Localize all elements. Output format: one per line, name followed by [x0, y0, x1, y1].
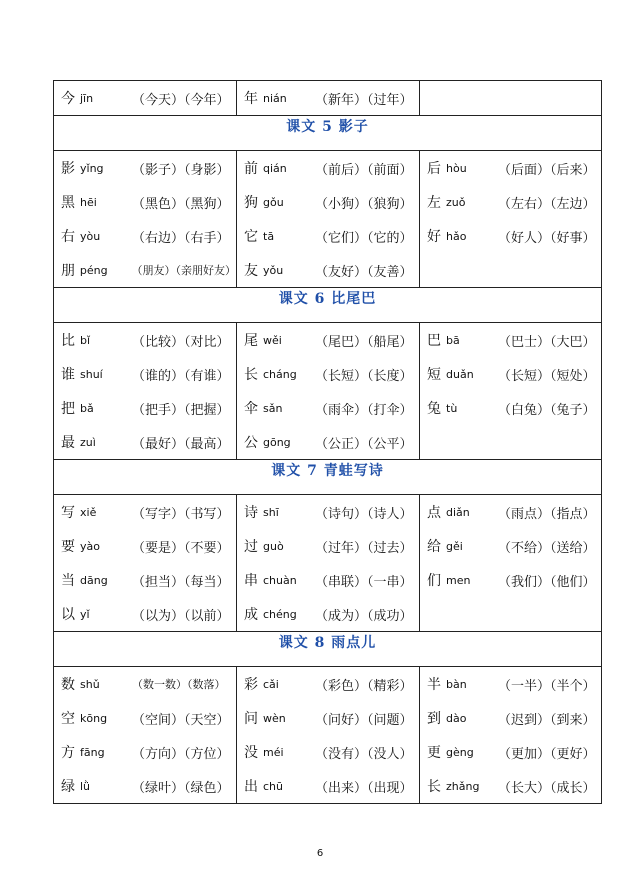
character: 出 [244, 779, 258, 795]
character-entry [54, 597, 236, 631]
character-entry [54, 495, 236, 529]
character: 右 [61, 229, 75, 245]
character-entry [420, 357, 601, 391]
word-examples: （公正）（公平） [315, 436, 413, 452]
word-examples: （不给）（送给） [498, 540, 596, 556]
pinyin: zuǒ [446, 195, 466, 209]
pinyin: bǎ [80, 401, 94, 415]
character: 它 [244, 229, 258, 245]
character: 短 [427, 367, 441, 383]
character: 比 [61, 333, 75, 349]
word-examples: （出来）（出现） [315, 780, 413, 796]
character-column [54, 81, 237, 116]
character-column [54, 495, 237, 632]
character: 好 [427, 229, 441, 245]
word-examples: （一半）（半个） [498, 678, 596, 694]
word-examples: （长短）（短处） [498, 368, 596, 384]
character: 给 [427, 539, 441, 555]
word-examples: （雨伞）（打伞） [315, 402, 413, 418]
character-entry [420, 563, 601, 597]
pinyin: zuì [80, 435, 96, 449]
character: 点 [427, 505, 441, 521]
character-entry [237, 597, 419, 631]
pinyin: shuí [80, 367, 103, 381]
word-examples: （白兔）（兔子） [498, 402, 596, 418]
word-examples: （要是）（不要） [132, 540, 230, 556]
lesson-title-cell [54, 632, 602, 667]
character-entry [54, 563, 236, 597]
character: 绿 [61, 779, 75, 795]
word-examples: （空间）（天空） [132, 712, 230, 728]
character-entry [54, 667, 236, 701]
character-entry [237, 495, 419, 529]
word-examples: （影子）（身影） [132, 162, 230, 178]
character: 过 [244, 539, 258, 555]
lesson-title-cell [54, 288, 602, 323]
word-examples: （好人）（好事） [498, 230, 596, 246]
character-entry [237, 667, 419, 701]
word-examples: （迟到）（到来） [498, 712, 596, 728]
page-number: 6 [316, 848, 324, 859]
character-entry [54, 253, 236, 287]
character: 写 [61, 505, 75, 521]
pinyin: shī [263, 505, 279, 519]
pinyin: kōng [80, 711, 108, 725]
pinyin: xiě [80, 505, 97, 519]
character-entry [237, 253, 419, 287]
character-row [54, 151, 602, 288]
character: 诗 [244, 505, 258, 521]
character-column [237, 495, 420, 632]
pinyin: guò [263, 539, 284, 553]
pinyin: nián [263, 91, 287, 105]
pinyin: méi [263, 745, 284, 759]
pinyin: gǒu [263, 195, 284, 209]
character-column [54, 323, 237, 460]
word-examples: （绿叶）（绿色） [132, 780, 230, 796]
character: 到 [427, 711, 441, 727]
character: 影 [61, 161, 75, 177]
word-examples: （问好）（问题） [315, 712, 413, 728]
character-entry [420, 219, 601, 253]
word-examples: （它们）（它的） [315, 230, 413, 246]
character-column [237, 81, 420, 116]
character: 前 [244, 161, 258, 177]
pinyin: gèng [446, 745, 474, 759]
character: 空 [61, 711, 75, 727]
character: 最 [61, 435, 75, 451]
lesson-title: 课文 5 影子 [286, 119, 369, 135]
word-examples: （雨点）（指点） [498, 506, 596, 522]
character: 没 [244, 745, 258, 761]
character-entry [420, 391, 601, 425]
character-entry [54, 701, 236, 735]
lesson-title-row [54, 460, 602, 495]
character-entry [237, 185, 419, 219]
character-column [420, 323, 602, 460]
lesson-title: 课文 6 比尾巴 [278, 291, 377, 307]
word-examples: （我们）（他们） [498, 574, 596, 590]
pinyin: hòu [446, 161, 467, 175]
character-entry [237, 563, 419, 597]
pinyin: bǐ [80, 333, 91, 347]
character-column [420, 667, 602, 804]
character-entry [420, 735, 601, 769]
character: 兔 [427, 401, 441, 417]
character: 们 [427, 573, 441, 589]
character-row [54, 81, 602, 116]
character: 狗 [244, 195, 258, 211]
pinyin: duǎn [446, 367, 474, 381]
character-entry [54, 769, 236, 803]
character: 后 [427, 161, 441, 177]
character: 方 [61, 745, 75, 761]
character: 半 [427, 677, 441, 693]
lesson-title-row [54, 632, 602, 667]
word-examples: （黑色）（黑狗） [132, 196, 230, 212]
character-entry [237, 151, 419, 185]
word-examples: （今天）（今年） [132, 92, 230, 108]
character: 巴 [427, 333, 441, 349]
character-entry [420, 769, 601, 803]
pinyin: wěi [263, 333, 282, 347]
word-examples: （担当）（每当） [132, 574, 230, 590]
character-entry [54, 185, 236, 219]
word-examples: （过年）（过去） [315, 540, 413, 556]
character-entry [420, 667, 601, 701]
character-entry [54, 735, 236, 769]
character-column [54, 667, 237, 804]
character-entry [54, 81, 236, 115]
character: 串 [244, 573, 258, 589]
word-examples: （友好）（友善） [315, 264, 413, 280]
word-examples: （后面）（后来） [498, 162, 596, 178]
character-entry [54, 529, 236, 563]
character: 左 [427, 195, 441, 211]
character: 成 [244, 607, 258, 623]
pinyin: bā [446, 333, 460, 347]
pinyin: tā [263, 229, 275, 243]
character: 友 [244, 263, 258, 279]
character: 以 [61, 607, 75, 623]
word-examples: （以为）（以前） [132, 608, 230, 624]
character-entry [237, 701, 419, 735]
character-column [420, 81, 602, 116]
pinyin: jīn [80, 91, 94, 105]
character-entry [54, 425, 236, 459]
character-entry [54, 323, 236, 357]
character-row [54, 495, 602, 632]
character: 朋 [61, 263, 75, 279]
pinyin: wèn [263, 711, 286, 725]
character-column [420, 151, 602, 288]
word-examples: （右边）（右手） [132, 230, 230, 246]
character-column [237, 151, 420, 288]
lesson-title: 课文 7 青蛙写诗 [271, 463, 384, 479]
character: 当 [61, 573, 75, 589]
character-entry [420, 495, 601, 529]
character-entry [420, 529, 601, 563]
lesson-title-cell [54, 116, 602, 151]
character: 把 [61, 401, 75, 417]
character-entry [237, 391, 419, 425]
word-examples: （长短）（长度） [315, 368, 413, 384]
word-examples: （写字）（书写） [132, 506, 230, 522]
character-entry [54, 151, 236, 185]
pinyin: chéng [263, 607, 297, 621]
word-examples: （尾巴）（船尾） [315, 334, 413, 350]
pinyin: hǎo [446, 229, 467, 243]
pinyin: péng [79, 263, 108, 277]
word-examples: （更加）（更好） [498, 746, 596, 762]
pinyin: shǔ [80, 677, 100, 691]
pinyin: sǎn [263, 401, 283, 415]
character-entry [420, 701, 601, 735]
character-column [420, 495, 602, 632]
word-examples: （小狗）（狼狗） [315, 196, 413, 212]
character-entry [237, 323, 419, 357]
character: 尾 [244, 333, 258, 349]
word-examples: （左右）（左边） [498, 196, 596, 212]
character-entry [420, 323, 601, 357]
word-examples: （最好）（最高） [132, 436, 230, 452]
pinyin: tù [446, 401, 458, 415]
character-row [54, 323, 602, 460]
pinyin: hēi [80, 195, 97, 209]
pinyin: gěi [446, 539, 463, 553]
word-examples: （方向）（方位） [132, 746, 230, 762]
word-examples: （巴士）（大巴） [498, 334, 596, 350]
character: 彩 [244, 677, 258, 693]
character: 数 [61, 677, 75, 693]
character-entry [237, 425, 419, 459]
word-examples: （数一数）（数落） [132, 678, 226, 691]
word-examples: （串联）（一串） [315, 574, 413, 590]
pinyin: chū [263, 779, 283, 793]
character: 今 [61, 91, 75, 107]
character-entry [420, 185, 601, 219]
pinyin: lǜ [80, 779, 91, 793]
character-entry [237, 357, 419, 391]
character-column [237, 667, 420, 804]
pinyin: cháng [263, 367, 297, 381]
word-examples: （新年）（过年） [315, 92, 413, 108]
character: 伞 [244, 401, 258, 417]
character-entry [54, 357, 236, 391]
pinyin: bàn [446, 677, 467, 691]
character-entry [54, 391, 236, 425]
pinyin: yǐng [80, 161, 104, 175]
character-entry [237, 735, 419, 769]
pinyin: yòu [80, 229, 101, 243]
lesson-title-cell [54, 460, 602, 495]
lesson-title-row [54, 288, 602, 323]
pinyin: fāng [80, 745, 105, 759]
word-examples: （比较）（对比） [132, 334, 230, 350]
pinyin: diǎn [446, 505, 470, 519]
pinyin: men [446, 573, 471, 587]
character-entry [237, 529, 419, 563]
character: 问 [244, 711, 258, 727]
pinyin: zhǎng [446, 779, 480, 793]
character: 谁 [61, 367, 75, 383]
vocabulary-table [53, 80, 602, 804]
word-examples: （谁的）（有谁） [132, 368, 230, 384]
character-entry [237, 769, 419, 803]
character-entry [237, 81, 419, 115]
word-examples: （彩色）（精彩） [315, 678, 413, 694]
character: 黑 [61, 195, 75, 211]
character: 更 [427, 745, 441, 761]
character-entry [237, 219, 419, 253]
character-row [54, 667, 602, 804]
pinyin: chuàn [263, 573, 297, 587]
character-column [54, 151, 237, 288]
character-entry [54, 219, 236, 253]
character: 长 [244, 367, 258, 383]
pinyin: dào [446, 711, 467, 725]
word-examples: （把手）（把握） [132, 402, 230, 418]
pinyin: cǎi [263, 677, 279, 691]
pinyin: dāng [80, 573, 108, 587]
word-examples: （前后）（前面） [315, 162, 413, 178]
word-examples: （没有）（没人） [315, 746, 413, 762]
character: 要 [61, 539, 75, 555]
character: 公 [244, 435, 258, 451]
character: 年 [244, 91, 258, 107]
word-examples: （诗句）（诗人） [315, 506, 413, 522]
word-examples: （成为）（成功） [315, 608, 413, 624]
pinyin: yǐ [80, 607, 90, 621]
pinyin: yǒu [263, 263, 284, 277]
pinyin: gōng [263, 435, 291, 449]
pinyin: qián [263, 161, 287, 175]
word-examples: （长大）（成长） [498, 780, 596, 796]
character-entry [420, 151, 601, 185]
character: 长 [427, 779, 441, 795]
lesson-title: 课文 8 雨点儿 [278, 635, 377, 651]
pinyin: yào [80, 539, 100, 553]
lesson-title-row [54, 116, 602, 151]
character-column [237, 323, 420, 460]
word-examples: （朋友）（亲朋好友） [131, 264, 236, 277]
